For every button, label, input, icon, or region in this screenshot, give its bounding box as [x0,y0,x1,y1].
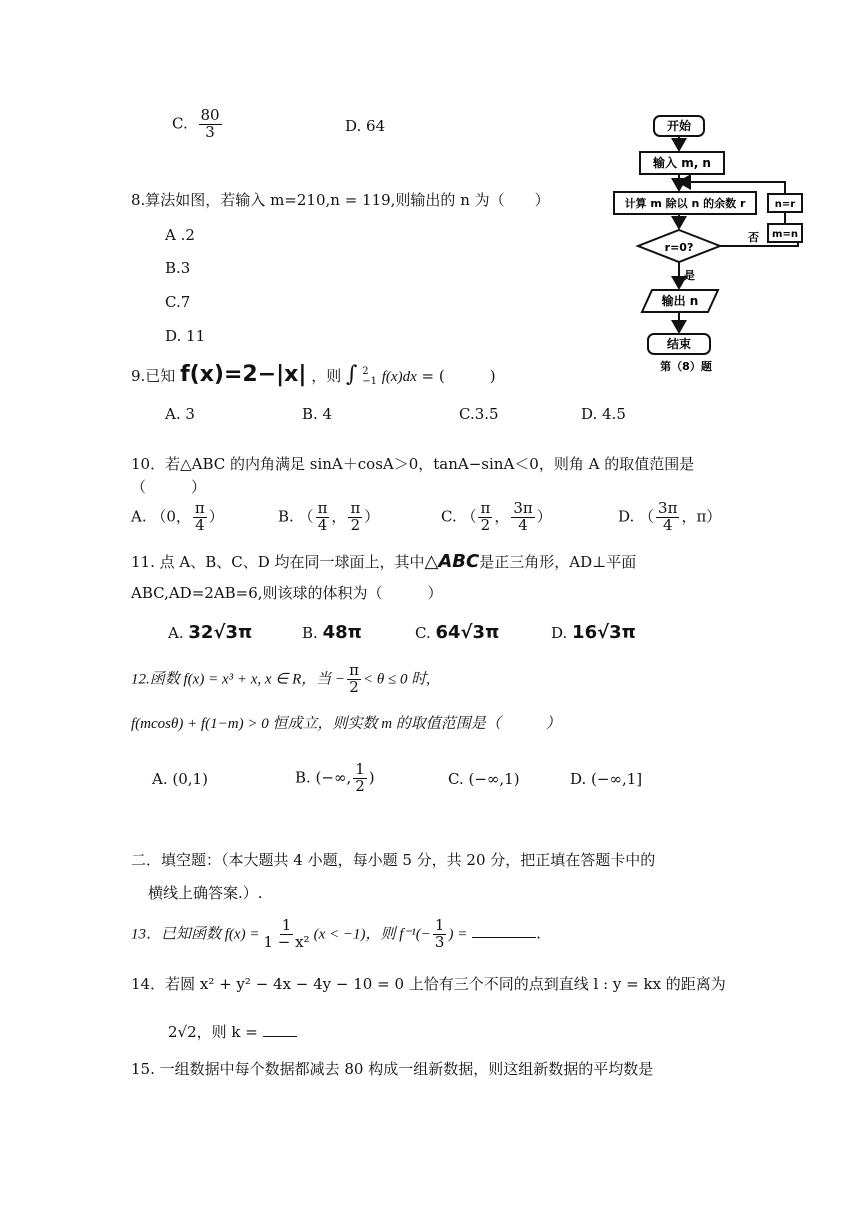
q11-option-d: D. 16√3π [551,622,636,643]
q10-option-c: C. （ $\frac{\pi}{2}$ ， $\frac{3\pi}{4}$ ） [441,499,552,534]
q7-option-c: C. $\frac{80}{3}$ [172,106,220,141]
q12-line2: f(mcosθ) + f(1−m) > 0 恒成立，则实数 m 的取值范围是（ ） [131,716,561,732]
q12-option-d: D. (−∞,1] [570,770,643,788]
q8-option-b: B.3 [165,259,191,277]
q7-option-d: D. 64 [345,117,386,135]
flow-no-label: 否 [748,231,759,244]
q11-line2: ABC,AD=2AB=6,则该球的体积为（ ） [131,584,443,602]
q8-option-c: C.7 [165,293,191,311]
q11-option-b: B. 48π [302,622,362,643]
q11-option-a: A. 32√3π [168,622,253,643]
q12-option-a: A. (0,1) [152,770,208,788]
q10-option-b: B. （ $\frac{\pi}{4}$ ， $\frac{\pi}{2}$ ） [278,499,380,534]
q15-line1: 15. 一组数据中每个数据都减去 80 构成一组新数据，则这组新数据的平均数是 [131,1060,654,1078]
fraction: $\frac{80}{3}$ [200,106,220,141]
q9-option-d: D. 4.5 [581,405,626,423]
flow-input-text: 输入 m, n [653,156,711,170]
q11-line1: 11. 点 A、B、C、D 均在同一球面上，其中△ABC是正三角形，AD⊥平面 [131,551,637,572]
q10-stem: 10．若△ABC 的内角满足 sinA＋cosA＞0，tanA−sinA＜0，则角 A 的取值范围是 [131,455,695,473]
flow-assign-m-text: m=n [772,229,798,240]
flow-decision-text: r=0? [664,241,694,254]
flow-yes-label: 是 [684,269,695,282]
q9-option-c: C.3.5 [459,405,499,423]
flow-assign-n-text: n=r [774,199,796,210]
flow-caption: 第（8）题 [660,360,712,373]
answer-blank[interactable] [472,923,536,938]
flow-end-text: 结束 [666,337,692,351]
q10-option-a: A. （0， $\frac{\pi}{4}$ ） [131,499,224,534]
q12-option-c: C. (−∞,1) [448,770,520,788]
section2-heading-line1: 二．填空题：（本大题共 4 小题，每小题 5 分，共 20 分，把正填在答题卡中的 [131,851,656,869]
q8-option-d: D. 11 [165,327,206,345]
answer-blank[interactable] [263,1022,297,1037]
q13: 13．已知函数 f(x) = $\frac{1}{\text{1 − x²}}$ (x < −1)，则 f⁻¹(− $\frac{1}{3}$ ) = . [131,916,541,951]
section2-heading-line2: 横线上确答案.）. [148,884,263,902]
flow-output-text: 输出 n [661,294,699,308]
q10-option-d: D. （ $\frac{3\pi}{4}$ ，π） [618,499,722,534]
q12-option-b: B. (−∞, $\frac{1}{2}$ ) [295,760,375,795]
q14-line1: 14．若圆 x² + y² − 4x − 4y − 10 = 0 上恰有三个不同的点到直线 l : y = kx 的距离为 [131,975,726,993]
algorithm-flowchart [608,112,814,378]
q8-stem: 8.算法如图，若输入 m=210,n = 119,则输出的 n 为（ ） [131,191,550,209]
flow-compute-text: 计算 m 除以 n 的余数 r [624,197,746,210]
q9-option-b: B. 4 [302,405,333,423]
q11-option-c: C. 64√3π [415,622,500,643]
q10-paren: （ ） [131,478,207,496]
q12-line1: 12.函数 f(x) = x³ + x, x ∈ R，当 − $\frac{\pi}{2}$ < θ ≤ 0 时, [131,661,430,696]
q14-line2: 2√2，则 k = [168,1022,297,1041]
flow-start-text: 开始 [666,119,692,133]
q9-option-a: A. 3 [165,405,195,423]
q8-option-a: A .2 [165,226,195,244]
q9-stem: 9.已知 f(x)=2−|x| ，则 ∫ 2 −1 f(x)dx = ( ) [131,362,496,387]
